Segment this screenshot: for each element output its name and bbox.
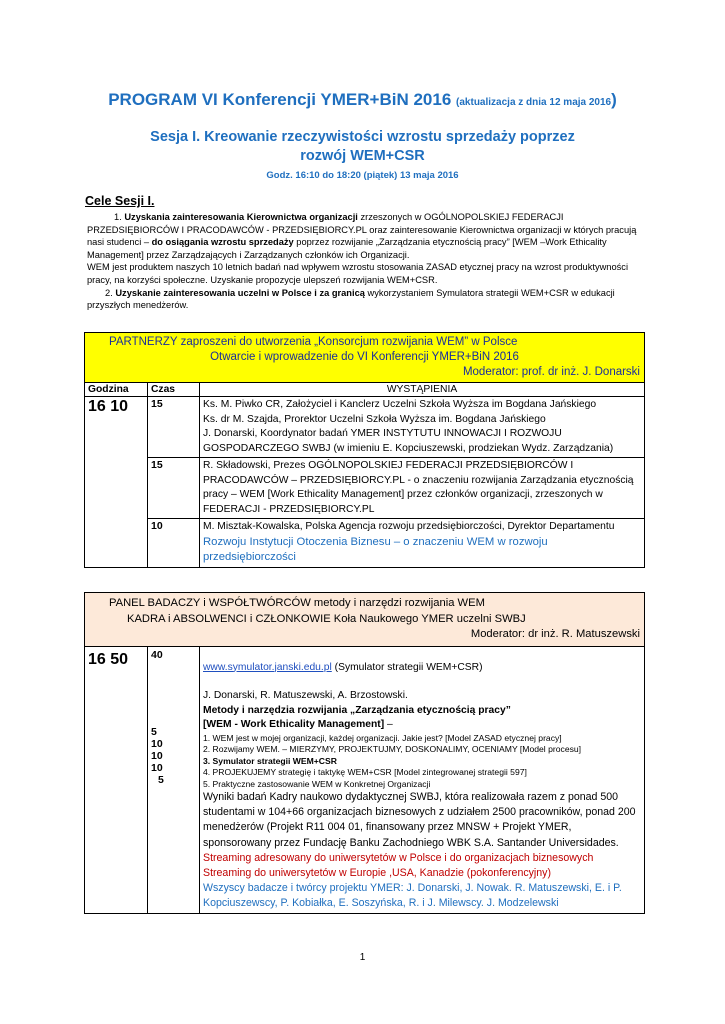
partners-banner-line1: PARTNERZY zaproszeni do utworzenia „Konsorcjum rozwijania WEM” w Polsce bbox=[109, 336, 518, 348]
session-heading bbox=[0, 128, 725, 186]
method-subtitle: [WEM - Work Ethicality Management] bbox=[203, 719, 388, 730]
panel-total-duration: 40 bbox=[151, 648, 163, 661]
session-title-line2: rozwój WEM+CSR bbox=[300, 148, 425, 164]
talk-topic: Rozwoju Instytucji Otoczenia Biznesu – o znaczeniu WEM w rozwoju przedsiębiorczości bbox=[203, 535, 548, 563]
speaker-line: J. Donarski, Koordynator badań YMER INSTYTUTU INNOWACJI I ROZWOJU GOSPODARCZEGO SWBJ (w imieniu E. Kopciuszewski, prodziekan Wydz. Zarządzania) bbox=[203, 428, 614, 454]
partners-banner-line2: Otwarcie i wprowadzenie do VI Konferencji YMER+BiN 2016 bbox=[210, 351, 519, 363]
panel-authors: J. Donarski, R. Matuszewski, A. Brzostowski. bbox=[203, 690, 408, 701]
col-header-hour: Godzina bbox=[85, 383, 148, 397]
talk-speakers bbox=[200, 519, 645, 568]
panel-banner-line1: PANEL BADACZY i WSPÓŁTWÓRCÓW metody i narzędzi rozwijania WEM bbox=[109, 597, 485, 609]
agenda-item: 5. Praktyczne zastosowanie WEM w Konkretnej Organizacji bbox=[203, 778, 431, 789]
talk-speakers bbox=[200, 397, 645, 458]
streaming-international: Streaming do uniwersytetów w Europie ,USA, Kanadzie (pokonferencyjny) bbox=[203, 867, 552, 880]
agenda-item: 4. PROJEKUJEMY strategię i taktykę WEM+CSR [Model zintegrowanej strategii 597] bbox=[203, 767, 527, 777]
goal-2-bold: Uzyskanie zainteresowania uczelni w Polsce i za granicą bbox=[115, 287, 365, 298]
panel-table bbox=[84, 592, 645, 914]
session-title-line1: Sesja I. Kreowanie rzeczywistości wzrostu sprzedaży poprzez bbox=[150, 129, 575, 145]
panel-moderator: Moderator: dr inż. R. Matuszewski bbox=[470, 628, 640, 640]
panel-banner-line2: KADRA i ABSOLWENCI i CZŁONKOWIE Koła Naukowego YMER uczelni SWBJ bbox=[127, 612, 526, 625]
item-duration: 10 bbox=[151, 761, 163, 774]
speaker-line: Ks. M. Piwko CR, Założyciel i Kanclerz Uczelni Szkoła Wyższa im Bogdana Jańskiego bbox=[203, 399, 597, 410]
goal-1 bbox=[87, 211, 647, 261]
item-duration: 5 bbox=[151, 725, 157, 738]
session-start-hour: 16 10 bbox=[85, 397, 148, 568]
simulator-link[interactable]: www.symulator.janski.edu.pl bbox=[203, 661, 332, 673]
agenda-item: 2. Rozwijamy WEM. – MIERZYMY, PROJEKTUJMY, DOSKONALIMY, OCENIAMY [Model procesu] bbox=[203, 744, 582, 754]
col-header-time: Czas bbox=[148, 383, 200, 397]
research-results: Wyniki badań Kadry naukowo dydaktycznej SWBJ, która realizowała razem z ponad 500 studentami w 104+66 organizacjach biznesowych z udziałem 2500 pracowników, ponad 200 menedżerów (Projekt R11 004 01, finansowany przez MNSW + Projekt YMER, sponsorowany przez Fundację Banku Zachodniego WBK S.A. Santander Universidades. bbox=[203, 791, 636, 849]
program-title bbox=[0, 90, 725, 110]
goal-2-num: 2. bbox=[105, 287, 116, 298]
goal-1-bold: Uzyskania zainteresowania Kierownictwa organizacji bbox=[124, 212, 358, 222]
talk-duration: 10 bbox=[148, 519, 200, 568]
session-time: Godz. 16:10 do 18:20 (piątek) 13 maja 2016 bbox=[266, 170, 459, 181]
goals-heading: Cele Sesji I. bbox=[85, 194, 155, 208]
program-title-text: PROGRAM VI Konferencji YMER+BiN 2016 bbox=[108, 90, 452, 109]
item-duration: 10 bbox=[151, 749, 163, 762]
goals-text bbox=[87, 211, 647, 312]
partners-moderator: Moderator: prof. dr inż. J. Donarski bbox=[462, 366, 640, 378]
goal-2 bbox=[87, 287, 647, 312]
agenda-item: 1. WEM jest w mojej organizacji, każdej organizacji. Jakie jest? [Model ZASAD etycznej pracy] bbox=[203, 732, 562, 743]
update-note: (aktualizacja z dnia 12 maja 2016 bbox=[456, 97, 612, 108]
goal-1-num: 1. bbox=[114, 212, 125, 222]
project-researchers: Wszyscy badacze i twórcy projektu YMER: J. Donarski, J. Nowak. R. Matuszewski, E. i P. Kopciuszewscy, P. Kobiałka, E. Soszyńska, R. i J. Milewscy. J. Modzelewski bbox=[203, 882, 622, 910]
goal-wem-description: WEM jest produktem naszych 10 letnich badań nad wpływem wzrostu stosowania ZASAD etycznej pracy na wzrost produktywności pracy, na korzyści społeczne. Uzyskanie propozycje ulepszeń rozwijania WEM+CSR. bbox=[87, 262, 629, 285]
talk-duration: 15 bbox=[148, 458, 200, 519]
page-number: 1 bbox=[359, 952, 366, 963]
agenda-item: 3. Symulator strategii WEM+CSR bbox=[203, 755, 337, 766]
goal-1-bold2: do osiągania wzrostu sprzedaży bbox=[151, 237, 294, 248]
goal-2-text: wykorzystaniem Symulatora strategii WEM+CSR w edukacji przyszłych menedżerów. bbox=[87, 287, 615, 311]
panel-durations bbox=[148, 646, 200, 913]
goal-1-text: zrzeszonych w OGÓLNOPOLSKIEJ FEDERACJI PRZEDSIĘBIORCÓW I PRACODAWCÓW - PRZEDSIĘBIORCY.PL oraz zainteresowanie Kierownictwa organizacji w których pracują nasi studenci – bbox=[87, 212, 637, 248]
update-note-close: ) bbox=[611, 90, 617, 109]
method-dash: – bbox=[387, 719, 393, 730]
talk-speakers: R. Składowski, Prezes OGÓLNOPOLSKIEJ FEDERACJI PRZEDSIĘBIORCÓW I PRACODAWCÓW – PRZEDSIĘBIORCY.PL - o znaczeniu rozwijania Zarządzania etycznością pracy – WEM [Work Ethicality Management] przez członków organizacji, zrzeszonych w FEDERACJI - PRZEDSIĘBIORCY.PL bbox=[200, 458, 645, 519]
partners-table bbox=[84, 332, 645, 568]
panel-content bbox=[200, 646, 645, 913]
panel-start-hour: 16 50 bbox=[85, 646, 148, 913]
talk-duration: 15 bbox=[148, 397, 200, 458]
speaker-line: Ks. dr M. Szajda, Prorektor Uczelni Szkoła Wyższa im. Bogdana Jańskiego bbox=[203, 413, 546, 425]
panel-banner bbox=[85, 593, 645, 647]
speaker-line: M. Misztak-Kowalska, Polska Agencja rozwoju przedsiębiorczości, Dyrektor Departamentu bbox=[203, 521, 615, 532]
goal-1-text2: poprzez rozwijanie „Zarządzania etycznością pracy” [WEM –Work Ethicality Management] przez Zarządzających i Zarządzanych członków ich Organizacji. bbox=[87, 237, 607, 260]
item-duration: 5 bbox=[158, 773, 164, 786]
method-title: Metody i narzędzia rozwijania „Zarządzania etycznością pracy” bbox=[203, 704, 511, 716]
partners-banner bbox=[85, 333, 645, 383]
item-duration: 10 bbox=[151, 737, 163, 750]
streaming-poland: Streaming adresowany do uniwersytetów w Polsce i do organizacjach biznesowych bbox=[203, 851, 594, 864]
simulator-link-note: (Symulator strategii WEM+CSR) bbox=[331, 661, 483, 673]
col-header-talks: WYSTĄPIENIA bbox=[200, 383, 645, 397]
